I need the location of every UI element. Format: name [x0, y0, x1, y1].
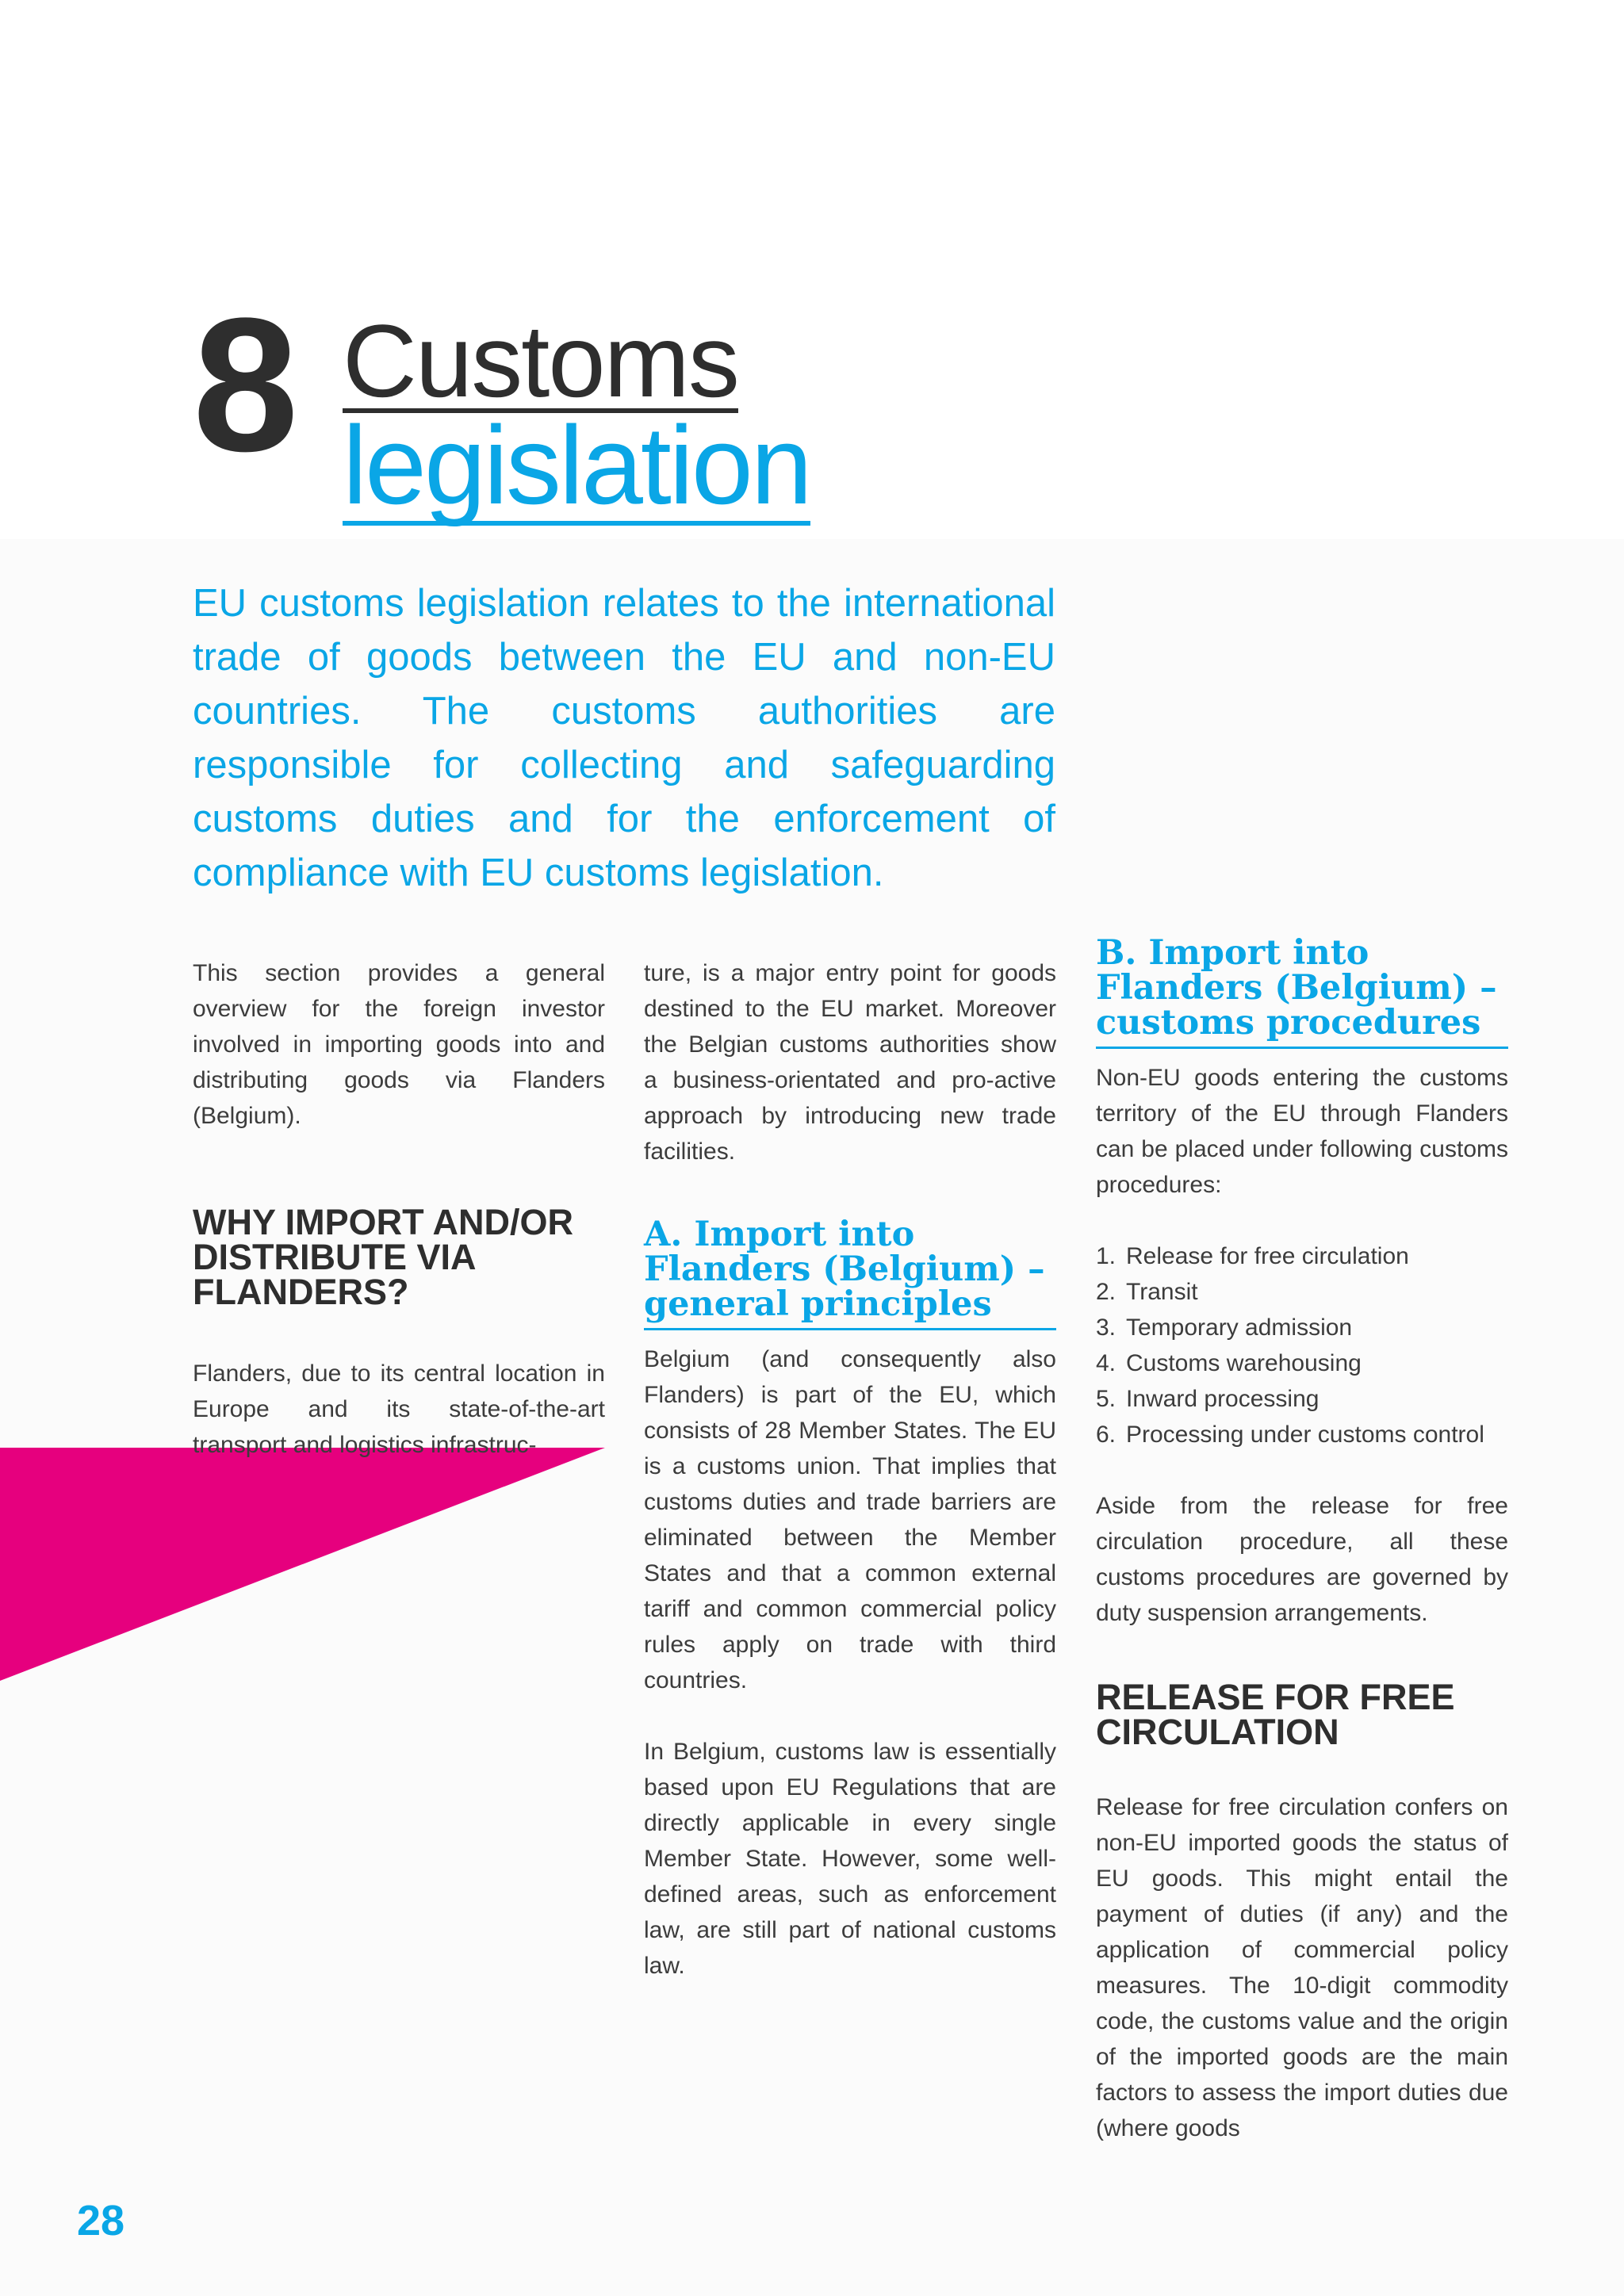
column-2 [644, 955, 1056, 1984]
chapter-title-line1: Customs [343, 303, 738, 419]
col2-paragraph-1: ture, is a major entry point for goods destined to the EU market. Moreover the Belgian customs authorities show a business-orientated and pro-active approach by introducing new trade facilities. [644, 960, 1056, 1165]
list-item: 4. Customs warehousing [1096, 1350, 1362, 1376]
col3-paragraph-3: Release for free circulation confers on non-EU imported goods the status of EU goods. This might entail the payment of duties (if any) and the application of commercial policy measures. The 10-digit commodity code, the customs value and the origin of the imported goods are the main factors to assess the import duties due (where goods [1096, 1794, 1508, 2141]
column-3 [1096, 933, 1508, 2146]
subsection-title-b: Import into Flanders (Belgium) – customs procedures [1096, 933, 1497, 1043]
col1-paragraph-1: This section provides a general overview for the foreign investor involved in importing goods into and distributing goods via Flanders (Belgium). [193, 960, 605, 1129]
subsection-letter-b: B. [1096, 933, 1137, 973]
col3-paragraph-2: Aside from the release for free circulation procedure, all these customs procedures are governed by duty suspension arrangements. [1096, 1493, 1508, 1626]
list-item: 3. Temporary admission [1096, 1314, 1353, 1341]
col1-paragraph-2: Flanders, due to its central location in Europe and its state-of-the-art transport and logistics infrastruc- [193, 1360, 605, 1458]
list-item: 2. Transit [1096, 1279, 1198, 1305]
col2-paragraph-2: Belgium (and consequently also Flanders) is part of the EU, which consists of 28 Member States. The EU is a customs union. That implies that customs duties and trade barriers are eliminated between the Member States and that a common external tariff and common commercial policy rules apply on trade with third countries. [644, 1346, 1056, 1693]
chapter-number: 8 [193, 278, 296, 491]
customs-procedures-list [1096, 1238, 1508, 1452]
page-number: 28 [77, 2197, 125, 2244]
col2-paragraph-3: In Belgium, customs law is essentially based upon EU Regulations that are directly applicable in every single Member State. However, some well-defined areas, such as enforcement law, are still part of national customs law. [644, 1739, 1056, 1979]
section-heading-release: RELEASE FOR FREE CIRCULATION [1096, 1677, 1455, 1752]
column-1 [193, 955, 605, 1463]
list-item: 5. Inward processing [1096, 1386, 1320, 1412]
list-item: 1. Release for free circulation [1096, 1243, 1409, 1269]
col3-paragraph-1: Non-EU goods entering the customs territory of the EU through Flanders can be placed under following customs procedures: [1096, 1065, 1508, 1198]
subsection-heading-a [644, 1217, 1056, 1330]
subsection-letter-a: A. [644, 1215, 683, 1254]
list-item: 6. Processing under customs control [1096, 1422, 1484, 1448]
section-heading-why-import: WHY IMPORT AND/OR DISTRIBUTE VIA FLANDERS? [193, 1202, 573, 1312]
subsection-title-a: Import into Flanders (Belgium) – general principles [644, 1215, 1045, 1324]
chapter-title-line2: legislation [343, 403, 810, 527]
intro-paragraph: EU customs legislation relates to the international trade of goods between the EU and non-EU countries. The customs authorities are responsible for collecting and safeguarding customs duties and for the enforcement of compliance with EU customs legislation. [193, 582, 1055, 894]
subsection-heading-b [1096, 933, 1508, 1049]
